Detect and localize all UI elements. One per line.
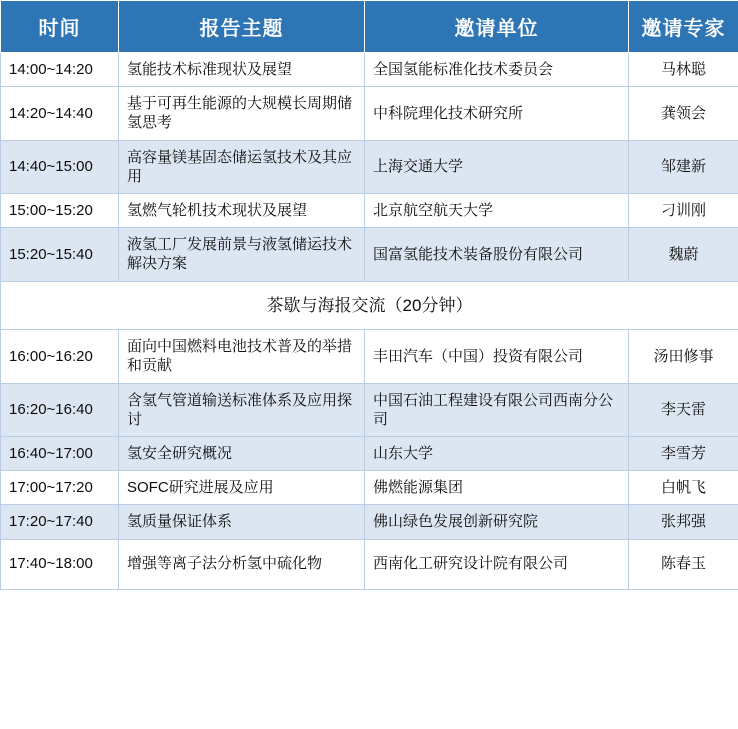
break-row	[1, 281, 738, 330]
cell-organization: 丰田汽车（中国）投资有限公司	[365, 330, 629, 383]
cell-guest: 魏蔚	[629, 228, 738, 281]
table-header	[1, 1, 738, 53]
cell-guest: 李雪芳	[629, 437, 738, 471]
cell-guest: 龚领会	[629, 87, 738, 140]
column-header-time: 时间	[1, 1, 119, 53]
table-row	[1, 437, 738, 471]
table-row	[1, 87, 738, 140]
cell-topic: 氢燃气轮机技术现状及展望	[119, 193, 365, 227]
cell-time: 17:00~17:20	[1, 471, 119, 505]
cell-guest: 邹建新	[629, 140, 738, 193]
cell-time: 17:40~18:00	[1, 539, 119, 589]
cell-time: 15:00~15:20	[1, 193, 119, 227]
cell-organization: 全国氢能标准化技术委员会	[365, 53, 629, 87]
cell-topic: SOFC研究进展及应用	[119, 471, 365, 505]
cell-guest: 张邦强	[629, 505, 738, 539]
cell-organization: 西南化工研究设计院有限公司	[365, 539, 629, 589]
table-row	[1, 471, 738, 505]
cell-time: 16:00~16:20	[1, 330, 119, 383]
column-header-organization: 邀请单位	[365, 1, 629, 53]
cell-organization: 山东大学	[365, 437, 629, 471]
cell-topic: 氢能技术标准现状及展望	[119, 53, 365, 87]
cell-topic: 基于可再生能源的大规模长周期储氢思考	[119, 87, 365, 140]
table-row	[1, 193, 738, 227]
cell-organization: 佛山绿色发展创新研究院	[365, 505, 629, 539]
cell-topic: 液氢工厂发展前景与液氢储运技术解决方案	[119, 228, 365, 281]
cell-time: 16:20~16:40	[1, 383, 119, 436]
cell-organization: 中科院理化技术研究所	[365, 87, 629, 140]
cell-break-label: 茶歇与海报交流（20分钟）	[1, 281, 738, 330]
cell-time: 15:20~15:40	[1, 228, 119, 281]
cell-guest: 陈春玉	[629, 539, 738, 589]
table-row	[1, 383, 738, 436]
cell-time: 14:20~14:40	[1, 87, 119, 140]
table-body	[1, 53, 738, 590]
cell-guest: 刁训刚	[629, 193, 738, 227]
table-row	[1, 539, 738, 589]
cell-organization: 中国石油工程建设有限公司西南分公司	[365, 383, 629, 436]
cell-time: 14:00~14:20	[1, 53, 119, 87]
table-row	[1, 228, 738, 281]
table-row	[1, 505, 738, 539]
cell-topic: 面向中国燃料电池技术普及的举措和贡献	[119, 330, 365, 383]
cell-time: 14:40~15:00	[1, 140, 119, 193]
cell-time: 17:20~17:40	[1, 505, 119, 539]
cell-topic: 氢质量保证体系	[119, 505, 365, 539]
table-row	[1, 140, 738, 193]
table-row	[1, 330, 738, 383]
cell-organization: 北京航空航天大学	[365, 193, 629, 227]
cell-time: 16:40~17:00	[1, 437, 119, 471]
cell-guest: 马林聪	[629, 53, 738, 87]
cell-topic: 含氢气管道输送标准体系及应用探讨	[119, 383, 365, 436]
header-row	[1, 1, 738, 53]
cell-organization: 国富氢能技术装备股份有限公司	[365, 228, 629, 281]
cell-guest: 李天雷	[629, 383, 738, 436]
table-row	[1, 53, 738, 87]
cell-organization: 上海交通大学	[365, 140, 629, 193]
cell-guest: 汤田修事	[629, 330, 738, 383]
column-header-guest: 邀请专家	[629, 1, 738, 53]
cell-topic: 高容量镁基固态储运氢技术及其应用	[119, 140, 365, 193]
cell-guest: 白帆飞	[629, 471, 738, 505]
cell-topic: 氢安全研究概况	[119, 437, 365, 471]
cell-organization: 佛燃能源集团	[365, 471, 629, 505]
cell-topic: 增强等离子法分析氢中硫化物	[119, 539, 365, 589]
column-header-topic: 报告主题	[119, 1, 365, 53]
